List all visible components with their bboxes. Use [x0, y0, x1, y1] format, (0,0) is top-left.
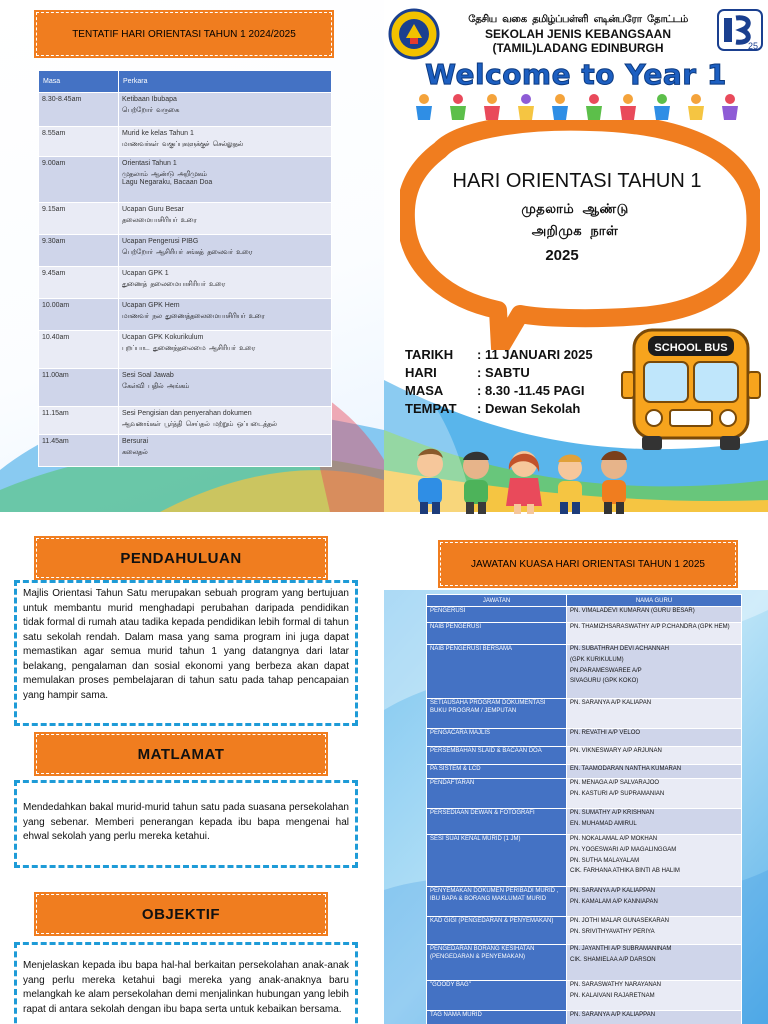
school-tamil-name: தேசிய வகை தமிழ்ப்பள்ளி எடின்பரோ தோட்டம் — [468, 14, 688, 25]
info-label: HARI — [405, 365, 437, 380]
objektif-text: Menjelaskan kepada ibu bapa hal-hal berkaitan persekolahan anak-anak yang perlu mereka ketahui bagi mereka yang anak-anaknya baru melangkah ke alam persekolahan demi menjalinkan hubungan yang lebih rapat di antara sekolah dengan ibu bapa serta untuk kebaikan bersama. — [14, 942, 358, 1024]
teacher-name: PN. VIKNESWARY A/P ARJUNAN — [570, 748, 662, 754]
role-cell: PA SISTEM & LCD — [427, 765, 567, 779]
bubble-tamil-line2: அறிமுக நாள் — [531, 224, 619, 239]
table-row — [427, 623, 742, 645]
tamil-item: கேள்வி பதில் அங்கம் — [122, 382, 189, 390]
time-cell: 11.15am — [39, 407, 119, 435]
table-row — [427, 779, 742, 809]
welcome-heading: Welcome to Year 1 — [425, 58, 727, 91]
teacher-name: PN. VIMALADEVI KUMARAN (GURU BESAR) — [570, 608, 695, 614]
table-row — [39, 331, 332, 369]
teacher-name: PN. SARANYA A/P KALIAPPAN — [570, 888, 656, 894]
bus-label: SCHOOL BUS — [654, 342, 728, 354]
teacher-name: SIVAGURU (GPK KOKO) — [570, 678, 639, 685]
teacher-name: PN. SARASWATHY NARAYANAN — [570, 982, 662, 988]
teacher-name: PN. SARANYA A/P KALIAPAN — [570, 700, 652, 706]
info-day — [405, 365, 530, 380]
table-row — [427, 981, 742, 1011]
item-cell: Orientasi Tahun 1 — [122, 160, 177, 167]
role-cell: NAIB PENGERUSI — [427, 623, 567, 645]
tamil-item: துணைத் தலைமையாசிரியர் உரை — [122, 280, 225, 288]
time-cell: 8.55am — [39, 127, 119, 157]
item-cell: Ucapan GPK 1 — [122, 270, 169, 277]
info-time — [405, 383, 584, 398]
table-row — [39, 267, 332, 299]
bubble-year: 2025 — [545, 247, 579, 264]
item-cell: Ucapan GPK Kokurikulum — [122, 334, 204, 341]
table-row — [39, 235, 332, 267]
table-row — [427, 699, 742, 729]
table-row — [39, 369, 332, 407]
role-cell: PERSEMBAHAN SLAID & BACAAN DOA — [427, 747, 567, 765]
teacher-name: PN. JOTHI MALAR GUNASEKARAN — [570, 918, 670, 924]
table-row — [427, 809, 742, 835]
tamil-item: பெற்றோர் வருகை — [122, 106, 179, 114]
role-cell: PENGERUSI — [427, 607, 567, 623]
item-cell: Bersurai — [122, 438, 149, 445]
matlamat-heading: MATLAMAT — [36, 734, 326, 774]
teacher-name: PN. SRIVITHYAVATHY PERIYA — [570, 928, 655, 935]
tamil-item: மாணவர்கள் வகுப்புகளுக்குச் செல்லுதல் — [122, 140, 243, 148]
info-label: MASA — [405, 383, 444, 398]
program-logo-icon — [716, 8, 764, 52]
extra-item: Lagu Negaraku, Bacaan Doa — [122, 179, 213, 186]
matlamat-text: Mendedahkan bakal murid-murid tahun satu pada suasana persekolahan yang sebenar. Memberi penerangan kepada ibu bapa mengenai hal ehwal sekolah yang perlu mereka ketahui. — [14, 780, 358, 868]
info-date — [405, 347, 593, 362]
role-cell: KAD GIGI (PENGEDARAN & PENYEMAKAN) — [427, 917, 567, 945]
teacher-name: PN. JAYANTHI A/P SUBRAMANINAM — [570, 946, 672, 952]
committee-table — [426, 594, 742, 1024]
teacher-name: (GPK KURIKULUM) — [570, 656, 624, 663]
committee-header-role: JAWATAN — [427, 595, 567, 607]
tamil-item: கலைதல் — [122, 448, 148, 456]
time-cell: 9.45am — [39, 267, 119, 299]
time-cell: 9.30am — [39, 235, 119, 267]
objektif-heading: OBJEKTIF — [36, 894, 326, 934]
item-cell: Ucapan Guru Besar — [122, 206, 184, 213]
children-group-icon — [410, 446, 640, 516]
children-row-icon — [412, 92, 742, 122]
teacher-name: CIK. FARHANA ATHIKA BINTI AB HALIM — [570, 868, 680, 875]
teacher-name: PN. SUBATHRAH DEVI ACHANNAH — [570, 646, 669, 652]
role-cell: "GOODY BAG" — [427, 981, 567, 1011]
tamil-item: பெற்றோர் ஆசிரியர் சங்கத் தலைவர் உரை — [122, 248, 252, 256]
table-row — [39, 127, 332, 157]
table-row — [427, 835, 742, 887]
item-cell: Ucapan Pengerusi PIBG — [122, 238, 199, 245]
table-row — [39, 407, 332, 435]
teacher-name: EN. TAAMODARAN NANTHA KUMARAN — [570, 766, 682, 772]
teacher-name: PN. MENAGA A/P SALVARAJOO — [570, 780, 660, 786]
schedule-header-time: Masa — [39, 71, 119, 93]
teacher-name: PN. KASTURI A/P SUPRAMANIAN — [570, 790, 665, 797]
role-cell: NAIB PENGERUSI BERSAMA — [427, 645, 567, 699]
info-label: TARIKH — [405, 347, 454, 362]
committee-title: JAWATAN KUASA HARI ORIENTASI TAHUN 1 2025 — [440, 542, 736, 586]
role-cell: PENYEMAKAN DOKUMEN PERIBADI MURID , IBU BAPA & BORANG MAKLUMAT MURID — [427, 887, 567, 917]
table-row — [39, 299, 332, 331]
table-row — [427, 645, 742, 699]
role-cell: PERSEDIAAN DEWAN & FOTOGRAFI — [427, 809, 567, 835]
table-row — [427, 729, 742, 747]
item-cell: Murid ke kelas Tahun 1 — [122, 130, 194, 137]
school-name-line2: (TAMIL)LADANG EDINBURGH — [492, 41, 664, 55]
teacher-name: PN. SARANYA A/P KALIAPPAN — [570, 1012, 656, 1018]
school-logo-icon — [388, 8, 440, 60]
table-row — [427, 765, 742, 779]
teacher-name: PN. SUTHA MALAYALAM — [570, 857, 640, 864]
teacher-name: PN. NOKALAMAL A/P MOKHAN — [570, 836, 658, 842]
tamil-item: ஆவணங்கள் பூர்த்தி செய்தல் மற்றும் ஒப்படைத்தல் — [122, 420, 277, 428]
info-value: : 11 JANUARI 2025 — [477, 347, 593, 362]
teacher-name: CIK. SHAMIELAA A/P DARSON — [570, 956, 656, 963]
tamil-item: மாணவர் நல துணைத்தலைமையாசிரியர் உரை — [122, 312, 265, 320]
pendahuluan-text: Majlis Orientasi Tahun Satu merupakan sebuah program yang bertujuan untuk membantu murid menghadapi perubahan daripada pendidikan tidak formal di rumah atau tadika kepada pendidikan lebih formal di tahun satu sekolah rendah. Dalam masa yang sama program ini juga dapat memastikan agar semua murid tahun 1 yang datangnya dari latar belakang, pengalaman dan sosial ekonomi yang berbeza akan dapat memulakan proses pembelajaran di tahun satu pada tahap pencapaian yang hampir sama. — [14, 580, 358, 726]
role-cell: SETIAUSAHA PROGRAM DOKUMENTASI BUKU PROGRAM / JEMPUTAN — [427, 699, 567, 729]
tamil-item: முதலாம் ஆண்டு அறிமுகம் — [122, 170, 207, 178]
committee-header-names: NAMA GURU — [567, 595, 742, 607]
info-value: : SABTU — [477, 365, 530, 380]
item-cell: Sesi Pengisian dan penyerahan dokumen — [122, 410, 252, 417]
bubble-title: HARI ORIENTASI TAHUN 1 — [452, 170, 702, 192]
time-cell: 10.40am — [39, 331, 119, 369]
time-cell: 9.00am — [39, 157, 119, 203]
teacher-name: PN. REVATHI A/P VELOO — [570, 730, 641, 736]
item-cell: Sesi Soal Jawab — [122, 372, 174, 379]
tamil-item: தலைமையாசிரியர் உரை — [122, 216, 197, 224]
role-cell: SESI SUAI KENAL — [430, 836, 481, 842]
teacher-name: EN. MUHAMAD AMIRUL — [570, 820, 637, 827]
table-row — [39, 157, 332, 203]
info-value: : Dewan Sekolah — [477, 401, 581, 416]
table-row — [427, 917, 742, 945]
table-row — [427, 1011, 742, 1024]
table-row — [39, 203, 332, 235]
info-venue — [405, 401, 580, 416]
teacher-name: PN. SUMATHY A/P KRISHNAN — [570, 810, 655, 816]
role-cell: PENGACARA MAJLIS — [427, 729, 567, 747]
role-overlay: MURID (1 JM) — [482, 836, 521, 842]
schedule-title: TENTATIF HARI ORIENTASI TAHUN 1 2024/2025 — [36, 12, 332, 56]
teacher-name: PN. KAMALAM A/P KANNIAPAN — [570, 898, 658, 905]
program-logo-number: 25 — [748, 41, 759, 51]
time-cell: 11.45am — [39, 435, 119, 467]
school-bus-icon — [618, 322, 764, 454]
tamil-item: புறப்பாட துணைத்தலைமை ஆசிரியர் உரை — [122, 344, 255, 352]
item-cell: Ketibaan Ibubapa — [122, 96, 177, 103]
teacher-name: PN. YOGESWARI A/P MAGALINGGAM — [570, 846, 677, 853]
role-cell: PENDAFTARAN — [427, 779, 567, 809]
time-cell: 11.00am — [39, 369, 119, 407]
role-cell: PENGEDARAN BORANG KESIHATAN (PENGEDARAN & PENYEMAKAN) — [427, 945, 567, 981]
table-row — [427, 607, 742, 623]
schedule-table — [38, 70, 332, 467]
teacher-name: PN. KALAIVANI RAJARETNAM — [570, 992, 655, 999]
info-label: TEMPAT — [405, 401, 457, 416]
pendahuluan-heading: PENDAHULUAN — [36, 538, 326, 578]
table-row — [39, 435, 332, 467]
role-cell: TAG NAMA MURID — [427, 1011, 567, 1024]
school-name-line1: SEKOLAH JENIS KEBANGSAAN — [484, 27, 672, 41]
bubble-tamil-line1: முதலாம் ஆண்டு — [521, 202, 629, 217]
table-row — [427, 747, 742, 765]
item-cell: Ucapan GPK Hem — [122, 302, 180, 309]
time-cell: 10.00am — [39, 299, 119, 331]
schedule-header-item: Perkara — [119, 71, 332, 93]
time-cell: 9.15am — [39, 203, 119, 235]
table-row — [39, 93, 332, 127]
table-row — [427, 945, 742, 981]
table-row — [427, 887, 742, 917]
info-value: : 8.30 -11.45 PAGI — [477, 383, 585, 398]
time-cell: 8.30-8.45am — [39, 93, 119, 127]
teacher-name: PN.PARAMESWAREE A/P — [570, 667, 642, 674]
teacher-name: PN. THAMIZHSARASWATHY A/P P.CHANDRA (GPK HEM) — [570, 624, 730, 630]
